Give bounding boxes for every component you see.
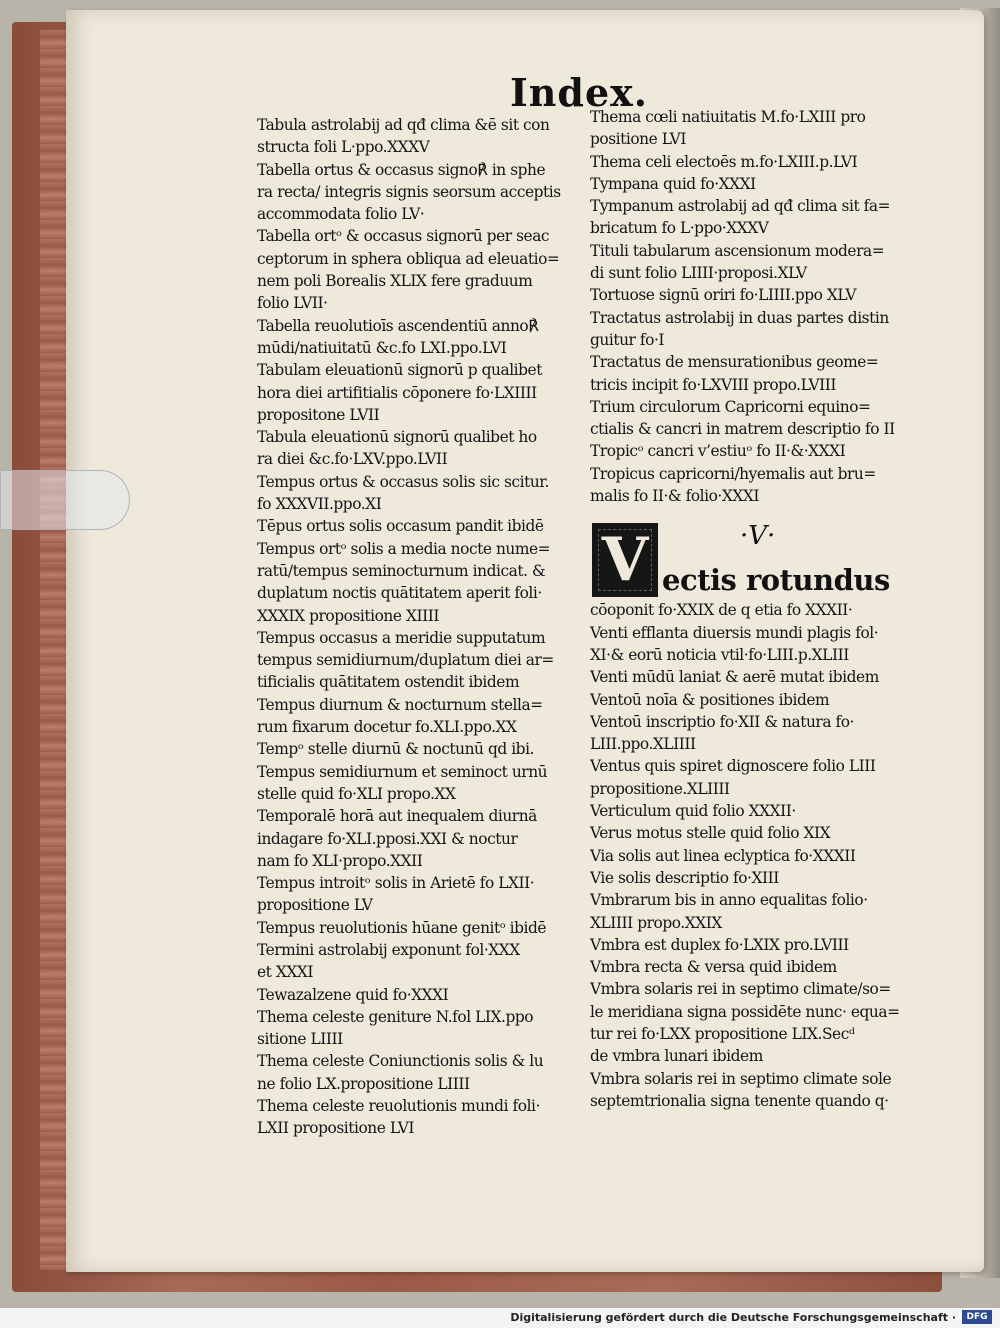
index-line: Tympanum astrolabij ad qđ clima sit fa= — [590, 197, 891, 216]
index-line: LIII.ppo.XLIIII — [590, 735, 696, 754]
index-line: Ventus quis spiret dignoscere folio LIII — [590, 757, 876, 776]
index-line: ra diei &c.fo·LXV.ppo.LVII — [257, 450, 448, 469]
index-line: structa foli L·ppo.XXXV — [257, 138, 430, 157]
index-line: XLIIII propo.XXIX — [590, 913, 722, 932]
index-line: Tabulam eleuationū signorū p qualibet — [257, 361, 542, 380]
index-line: Thema celi electoēs m.fo·LXIII.p.LVI — [590, 152, 858, 171]
index-line: Tortuose signū oriri fo·LIIII.ppo XLV — [590, 286, 857, 305]
index-line: stelle quid fo·XLI propo.XX — [257, 784, 456, 803]
decorated-initial-v — [592, 523, 658, 597]
index-line: hora diei artifitialis cōponere fo·LXIIII — [257, 383, 537, 402]
index-line: accommodata folio LV· — [257, 205, 425, 224]
dfg-logo: DFG — [962, 1310, 992, 1324]
index-line: sitione LIIII — [257, 1030, 343, 1049]
index-line: septemtrionalia signa tenente quando q· — [590, 1091, 889, 1110]
index-line: Verticulum quid folio XXXII· — [590, 802, 796, 821]
index-line: ne folio LX.propositione LIIII — [257, 1074, 470, 1093]
index-line: Thema celeste Coniunctionis solis & lu — [257, 1052, 544, 1071]
index-line: Tabula astrolabij ad qđ clima &ē sit con — [257, 116, 550, 134]
index-line: ceptorum in sphera obliqua ad eleuatio= — [257, 249, 560, 268]
index-line: Tempus diurnum & nocturnum stella= — [257, 695, 543, 714]
index-line: Tabella ortus & occasus signo℟ in sphe — [257, 160, 546, 179]
index-line: Trium circulorum Capricorni equino= — [590, 397, 871, 416]
index-line: Tractatus de mensurationibus geome= — [590, 353, 879, 372]
index-line: Tabella ortᵒ & occasus signorū per seac — [257, 227, 550, 246]
index-line: de vmbra lunari ibidem — [590, 1047, 763, 1066]
index-entries-t — [590, 106, 910, 507]
index-line: Tempus semidiurnum et seminoct urnū — [257, 762, 548, 781]
index-line: Tympana quid fo·XXXI — [590, 174, 756, 193]
index-line: Vie solis descriptio fo·XIII — [590, 868, 779, 887]
first-entry-word: ectis rotundus — [662, 563, 890, 598]
index-line: Thema celeste geniture N.fol LIX.ppo — [257, 1007, 534, 1026]
index-line: Tewazalzene quid fo·XXXI — [257, 985, 449, 1004]
index-line: XXXIX propositione XIIII — [257, 606, 439, 625]
index-line: malis fo II·& folio·XXXI — [590, 487, 760, 506]
letter-v-section — [590, 511, 910, 599]
index-line: tricis incipit fo·LXVIII propo.LVIII — [590, 375, 837, 394]
index-line: Termini astrolabij exponunt fol·XXX — [257, 940, 520, 959]
index-entries-v — [590, 599, 910, 1112]
index-line: Vmbra est duplex fo·LXIX pro.LVIII — [590, 935, 849, 954]
index-line: Tempus ortus & occasus solis sic scitur. — [257, 472, 549, 491]
index-line: Via solis aut linea eclyptica fo·XXXII — [590, 846, 856, 865]
index-line: Vmbra solaris rei in septimo climate/so= — [590, 980, 891, 999]
index-line: di sunt folio LIIII·proposi.XLV — [590, 264, 807, 283]
index-line: indagare fo·XLI.pposi.XXI & noctur — [257, 829, 518, 848]
index-line: Tempus ortᵒ solis a media nocte nume= — [257, 539, 551, 558]
letter-heading: ·V· — [740, 521, 776, 552]
initial-letter: V — [601, 525, 649, 596]
index-line: Temporalē horā aut inequalem diurnā — [257, 807, 537, 826]
index-line: positione LVI — [590, 130, 686, 149]
index-line: ctialis & cancri in matrem descriptio fo II — [590, 420, 895, 439]
index-line: Tabula eleuationū signorū qualibet ho — [257, 428, 537, 447]
funding-credit: Digitalisierung gefördert durch die Deutsche Forschungsgemeinschaft · — [510, 1311, 956, 1324]
index-line: duplatum noctis quātitatem aperit foli· — [257, 584, 542, 603]
index-line: mūdi/natiuitatū &c.fo LXI.ppo.LVI — [257, 338, 507, 357]
index-line: Venti mūdū laniat & aerē mutat ibidem — [590, 668, 879, 687]
index-line: tur rei fo·LXX propositione LIX.Secᵈ — [590, 1024, 855, 1043]
index-line: tificialis quātitatem ostendit ibidem — [257, 673, 520, 692]
index-column-left — [257, 114, 567, 1140]
index-line: Vmbra solaris rei in septimo climate sole — [590, 1069, 892, 1088]
index-line: et XXXI — [257, 963, 313, 982]
index-line: Thema celeste reuolutionis mundi foli· — [257, 1097, 540, 1116]
index-line: fo XXXVII.ppo.XI — [257, 495, 382, 514]
index-line: Thema cœli natiuitatis M.fo·LXIII pro — [590, 108, 866, 126]
index-line: nam fo XLI·propo.XXII — [257, 851, 423, 870]
index-line: Tempus reuolutionis hūane genitᵒ ibidē — [257, 918, 547, 937]
index-line: Venti efflanta diuersis mundi plagis fol· — [590, 623, 879, 642]
initial-ornament — [598, 529, 652, 591]
index-line: Tabella reuolutioīs ascendentiū anno℟ — [257, 316, 539, 335]
index-line: Tractatus astrolabij in duas partes distin — [590, 308, 889, 327]
index-line: bricatum fo L·ppo·XXXV — [590, 219, 769, 238]
index-line: cōoponit fo·XXIX de q etia fo XXXII· — [590, 601, 853, 620]
index-line: tempus semidiurnum/duplatum diei ar= — [257, 651, 554, 670]
index-line: le meridiana signa possidēte nunc· equa= — [590, 1002, 900, 1021]
index-line: Verus motus stelle quid folio XIX — [590, 824, 831, 843]
index-line: LXII propositione LVI — [257, 1119, 415, 1138]
index-line: Tēpus ortus solis occasum pandit ibidē — [257, 517, 544, 536]
index-line: Vmbrarum bis in anno equalitas folio· — [590, 891, 868, 910]
index-line: Vmbra recta & versa quid ibidem — [590, 958, 837, 977]
index-line: Tituli tabularum ascensionum modera= — [590, 241, 885, 260]
index-line: nem poli Borealis XLIX fere graduum — [257, 272, 533, 291]
index-line: ra recta/ integris signis seorsum acceptis — [257, 182, 561, 201]
index-line: Tempus introitᵒ solis in Arietē fo LXII· — [257, 874, 535, 893]
index-line: guitur fo·I — [590, 330, 665, 349]
index-line: propositone LVII — [257, 405, 380, 424]
page-clip — [0, 470, 130, 530]
index-line: Tempus occasus a meridie supputatum — [257, 628, 546, 647]
index-line: propositione.XLIIII — [590, 779, 730, 798]
index-line: Tempᵒ stelle diurnū & noctunū qd ibi. — [257, 740, 534, 759]
index-line: rum fixarum docetur fo.XLI.ppo.XX — [257, 718, 517, 737]
index-line: Tropicᵒ cancri v’estiuᵒ fo II·&·XXXI — [590, 442, 846, 461]
index-line: propositione LV — [257, 896, 373, 915]
index-line: folio LVII· — [257, 294, 328, 313]
index-column-right — [590, 106, 910, 1112]
page-header: Index. — [510, 70, 649, 115]
index-line: ratū/tempus seminocturnum indicat. & — [257, 561, 546, 580]
index-line: Ventoū noīa & positiones ibidem — [590, 690, 830, 709]
index-line: Tropicus capricorni/hyemalis aut bru= — [590, 464, 876, 483]
index-line: Ventoū inscriptio fo·XII & natura fo· — [590, 712, 854, 731]
index-line: XI·& eorū noticia vtil·fo·LIII.p.XLIII — [590, 645, 849, 664]
